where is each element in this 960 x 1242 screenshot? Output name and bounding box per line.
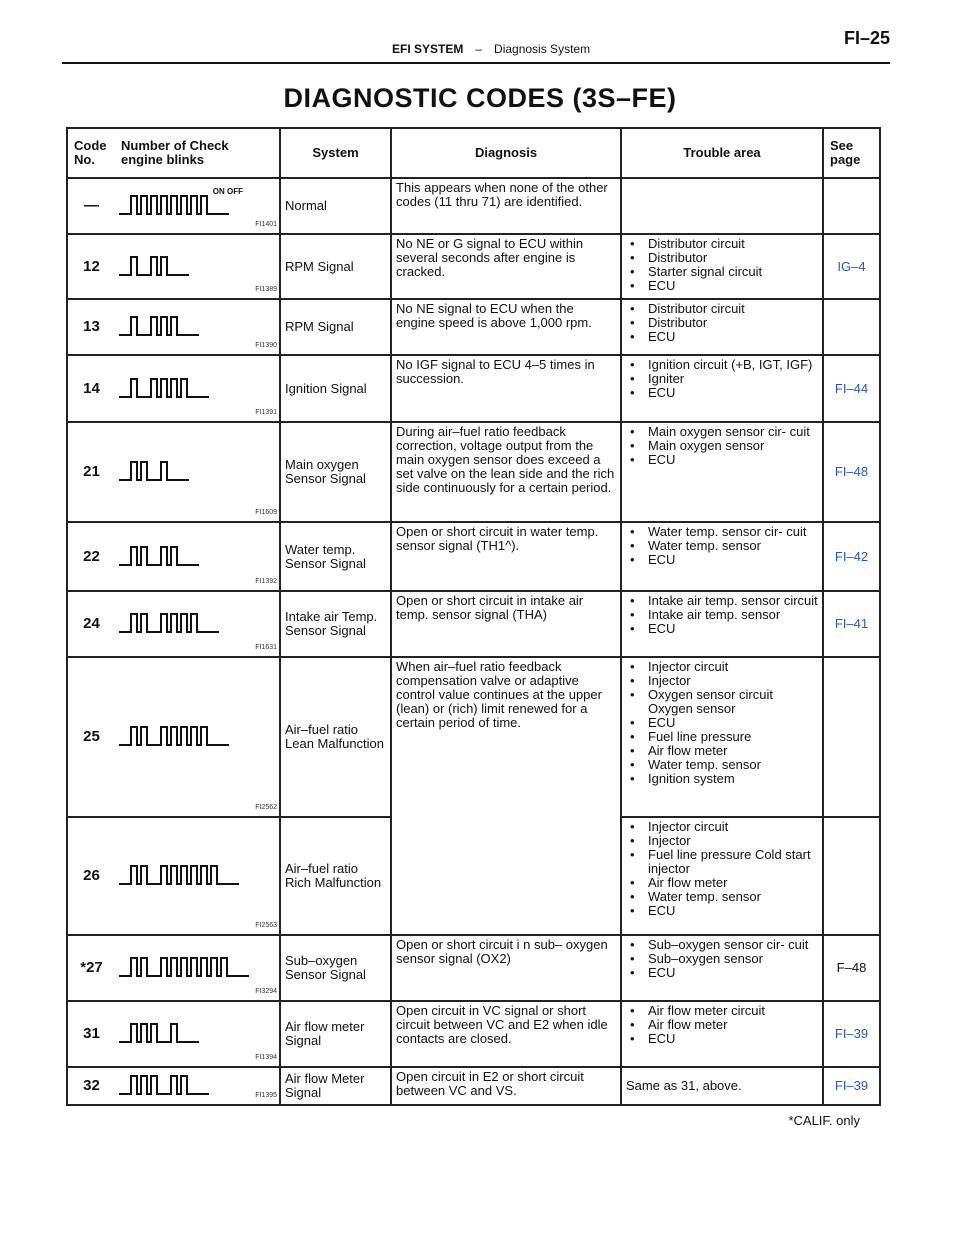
see-page-link[interactable]: FI–39 xyxy=(823,1067,880,1105)
figure-label: FI2563 xyxy=(255,922,277,929)
diagnosis-cell: This appears when none of the other codes (11 thru 71) are identified. xyxy=(391,178,621,234)
page-header xyxy=(62,24,890,64)
trouble-item: • ECU xyxy=(626,553,818,567)
system-cell: Air flow Meter Signal xyxy=(280,1067,391,1105)
code-number: 21 xyxy=(67,422,115,522)
code-number: 14 xyxy=(67,355,115,422)
footnote: *CALIF. only xyxy=(788,1113,860,1128)
trouble-list xyxy=(626,425,818,467)
trouble-area-cell xyxy=(621,178,823,234)
table-row xyxy=(67,1001,880,1067)
table-row xyxy=(67,299,880,355)
code-number: — xyxy=(67,178,115,234)
waveform-line xyxy=(119,958,249,976)
see-page-link[interactable]: IG–4 xyxy=(823,234,880,299)
trouble-area-cell xyxy=(621,355,823,422)
waveform-line xyxy=(119,317,199,335)
trouble-item: • Distributor xyxy=(626,316,818,330)
trouble-item: • ECU xyxy=(626,966,818,980)
blink-waveform xyxy=(115,610,280,638)
trouble-item: • Water temp. sensor xyxy=(626,890,818,904)
trouble-item: • Air flow meter xyxy=(626,1018,818,1032)
trouble-item: • Water temp. sensor cir- cuit xyxy=(626,525,818,539)
diagnostic-codes-table xyxy=(66,127,881,1106)
system-cell: Normal xyxy=(280,178,391,234)
blink-waveform xyxy=(115,458,280,486)
waveform-line xyxy=(119,257,189,275)
see-page-link[interactable]: FI–48 xyxy=(823,422,880,522)
waveform-line xyxy=(119,866,239,884)
blink-pattern xyxy=(115,178,280,234)
diagnosis-cell: Open or short circuit in water temp. sensor signal (TH1^). xyxy=(391,522,621,591)
system-cell: Ignition Signal xyxy=(280,355,391,422)
trouble-item: • Sub–oxygen sensor cir- cuit xyxy=(626,938,818,952)
section-title: EFI SYSTEM xyxy=(392,42,464,56)
trouble-item: • Starter signal circuit xyxy=(626,265,818,279)
table-row xyxy=(67,422,880,522)
figure-label: FI1394 xyxy=(255,1054,277,1061)
blink-pattern xyxy=(115,817,280,935)
code-number: 13 xyxy=(67,299,115,355)
trouble-item: • Injector xyxy=(626,674,818,688)
see-page-link xyxy=(823,178,880,234)
trouble-list xyxy=(626,358,818,400)
figure-label: FI1609 xyxy=(255,509,277,516)
blink-waveform xyxy=(115,192,280,220)
trouble-item: • Igniter xyxy=(626,372,818,386)
trouble-list xyxy=(626,820,818,918)
blink-pattern xyxy=(115,657,280,817)
col-see-page: See page xyxy=(823,128,880,178)
trouble-item: • Water temp. sensor xyxy=(626,539,818,553)
table-row xyxy=(67,935,880,1001)
trouble-item: • Distributor circuit xyxy=(626,302,818,316)
figure-label: FI1631 xyxy=(255,644,277,651)
trouble-item: • Intake air temp. sensor circuit xyxy=(626,594,818,608)
blink-waveform xyxy=(115,862,280,890)
trouble-item: • Injector circuit xyxy=(626,820,818,834)
system-cell: RPM Signal xyxy=(280,234,391,299)
blink-waveform xyxy=(115,253,280,281)
trouble-item: • Injector circuit xyxy=(626,660,818,674)
see-page-link[interactable]: FI–42 xyxy=(823,522,880,591)
system-cell: Intake air Temp. Sensor Signal xyxy=(280,591,391,657)
trouble-item: • ECU xyxy=(626,279,818,293)
document-title: DIAGNOSTIC CODES (3S–FE) xyxy=(283,83,677,113)
trouble-area-cell xyxy=(621,522,823,591)
blink-pattern xyxy=(115,234,280,299)
diagnosis-cell: Open circuit in VC signal or short circuit between VC and E2 when idle contacts are closed. xyxy=(391,1001,621,1067)
blink-pattern xyxy=(115,355,280,422)
trouble-list xyxy=(626,302,818,344)
code-number: *27 xyxy=(67,935,115,1001)
see-page-link xyxy=(823,817,880,935)
blink-waveform xyxy=(115,543,280,571)
waveform-line xyxy=(119,379,209,397)
trouble-item: • Water temp. sensor xyxy=(626,758,818,772)
trouble-list xyxy=(626,594,818,636)
col-blinks: Number of Check engine blinks xyxy=(115,128,280,178)
diagnosis-cell: Open or short circuit i n sub– oxygen sensor signal (OX2) xyxy=(391,935,621,1001)
trouble-item: • Oxygen sensor circuit Oxygen sensor xyxy=(626,688,818,716)
figure-label: FI1392 xyxy=(255,578,277,585)
page-number: FI–25 xyxy=(843,28,890,48)
trouble-item: • Ignition system xyxy=(626,772,818,786)
trouble-list xyxy=(626,660,818,786)
col-code: Code No. xyxy=(67,128,115,178)
running-head xyxy=(392,42,590,56)
trouble-list xyxy=(626,525,818,567)
trouble-area-cell xyxy=(621,591,823,657)
waveform-line xyxy=(119,547,199,565)
trouble-item: • ECU xyxy=(626,622,818,636)
trouble-item: • Distributor circuit xyxy=(626,237,818,251)
figure-label: FI1401 xyxy=(255,221,277,228)
trouble-item: • ECU xyxy=(626,330,818,344)
blink-pattern xyxy=(115,591,280,657)
trouble-list xyxy=(626,237,818,293)
see-page-link[interactable]: FI–41 xyxy=(823,591,880,657)
code-number: 26 xyxy=(67,817,115,935)
table-row xyxy=(67,234,880,299)
col-diagnosis: Diagnosis xyxy=(391,128,621,178)
trouble-item: • Ignition circuit (+B, IGT, IGF) xyxy=(626,358,818,372)
figure-label: FI2562 xyxy=(255,804,277,811)
table-row xyxy=(67,522,880,591)
system-cell: Sub–oxygen Sensor Signal xyxy=(280,935,391,1001)
diagnosis-cell: During air–fuel ratio feedback correction, voltage output from the main oxygen sensor does exceed a set valve on the lean side and the rich side continuously for a certain period. xyxy=(391,422,621,522)
system-cell: Main oxygen Sensor Signal xyxy=(280,422,391,522)
blink-waveform xyxy=(115,954,280,982)
trouble-list xyxy=(626,1004,818,1046)
trouble-area-cell xyxy=(621,299,823,355)
trouble-area-cell xyxy=(621,657,823,817)
table-row xyxy=(67,355,880,422)
table-row xyxy=(67,178,880,234)
trouble-item: • Sub–oxygen sensor xyxy=(626,952,818,966)
trouble-item: • Main oxygen sensor cir- cuit xyxy=(626,425,818,439)
figure-label: FI1391 xyxy=(255,409,277,416)
trouble-item: • ECU xyxy=(626,904,818,918)
blink-pattern xyxy=(115,422,280,522)
figure-label: FI3294 xyxy=(255,988,277,995)
code-number: 24 xyxy=(67,591,115,657)
waveform-line xyxy=(119,1024,199,1042)
system-cell: Water temp. Sensor Signal xyxy=(280,522,391,591)
see-page-link xyxy=(823,299,880,355)
code-number: 22 xyxy=(67,522,115,591)
blink-pattern xyxy=(115,522,280,591)
figure-label: FI1395 xyxy=(255,1092,277,1099)
diagnosis-cell: Open circuit in E2 or short circuit between VC and VS. xyxy=(391,1067,621,1105)
trouble-area-cell xyxy=(621,935,823,1001)
waveform-line xyxy=(119,196,229,214)
table-row xyxy=(67,1067,880,1105)
trouble-item: • Distributor xyxy=(626,251,818,265)
trouble-item: • Fuel line pressure xyxy=(626,730,818,744)
trouble-area-cell xyxy=(621,422,823,522)
see-page-link[interactable]: F–48 xyxy=(823,935,880,1001)
system-cell: Air–fuel ratio Lean Malfunction xyxy=(280,657,391,817)
waveform-line xyxy=(119,727,229,745)
trouble-item: • Air flow meter circuit xyxy=(626,1004,818,1018)
table-header-row xyxy=(67,128,880,178)
table-row xyxy=(67,591,880,657)
system-cell: RPM Signal xyxy=(280,299,391,355)
diagnosis-cell: No NE signal to ECU when the engine speed is above 1,000 rpm. xyxy=(391,299,621,355)
code-number: 25 xyxy=(67,657,115,817)
diagnosis-cell: No NE or G signal to ECU within several seconds after engine is cracked. xyxy=(391,234,621,299)
see-page-link xyxy=(823,657,880,817)
blink-waveform xyxy=(115,375,280,403)
figure-label: FI1389 xyxy=(255,286,277,293)
subsection-title: Diagnosis System xyxy=(494,42,591,56)
diagnosis-cell: No IGF signal to ECU 4–5 times in succession. xyxy=(391,355,621,422)
figure-label: FI1390 xyxy=(255,342,277,349)
see-page-link[interactable]: FI–39 xyxy=(823,1001,880,1067)
blink-pattern xyxy=(115,1001,280,1067)
trouble-item: • ECU xyxy=(626,386,818,400)
trouble-item: • Air flow meter xyxy=(626,744,818,758)
code-number: 31 xyxy=(67,1001,115,1067)
diagnosis-cell: Open or short circuit in intake air temp. sensor signal (THA) xyxy=(391,591,621,657)
on-off-label: ON OFF xyxy=(212,187,243,196)
diagnosis-cell: When air–fuel ratio feedback compensation valve or adaptive control value continues at the upper (lean) or (rich) limit renewed for a certain period of time. xyxy=(391,657,621,935)
blink-pattern xyxy=(115,299,280,355)
trouble-item: • Main oxygen sensor xyxy=(626,439,818,453)
header-separator: – xyxy=(475,42,483,56)
trouble-item: • ECU xyxy=(626,453,818,467)
trouble-item: • Fuel line pressure Cold start injector xyxy=(626,848,818,876)
blink-pattern xyxy=(115,935,280,1001)
col-trouble-area: Trouble area xyxy=(621,128,823,178)
waveform-line xyxy=(119,1076,209,1094)
blink-pattern xyxy=(115,1067,280,1105)
trouble-item: • ECU xyxy=(626,716,818,730)
trouble-item: • Air flow meter xyxy=(626,876,818,890)
code-number: 12 xyxy=(67,234,115,299)
trouble-item: • ECU xyxy=(626,1032,818,1046)
table-row xyxy=(67,657,880,817)
system-cell: Air flow meter Signal xyxy=(280,1001,391,1067)
trouble-area-cell xyxy=(621,234,823,299)
see-page-link[interactable]: FI–44 xyxy=(823,355,880,422)
waveform-line xyxy=(119,614,219,632)
blink-waveform xyxy=(115,1020,280,1048)
blink-waveform xyxy=(115,313,280,341)
trouble-list xyxy=(626,938,818,980)
trouble-area-cell xyxy=(621,817,823,935)
waveform-line xyxy=(119,462,189,480)
trouble-area-cell: Same as 31, above. xyxy=(621,1067,823,1105)
trouble-item: • Injector xyxy=(626,834,818,848)
code-number: 32 xyxy=(67,1067,115,1105)
trouble-area-cell xyxy=(621,1001,823,1067)
blink-waveform xyxy=(115,723,280,751)
trouble-item: • Intake air temp. sensor xyxy=(626,608,818,622)
system-cell: Air–fuel ratio Rich Malfunction xyxy=(280,817,391,935)
col-system: System xyxy=(280,128,391,178)
